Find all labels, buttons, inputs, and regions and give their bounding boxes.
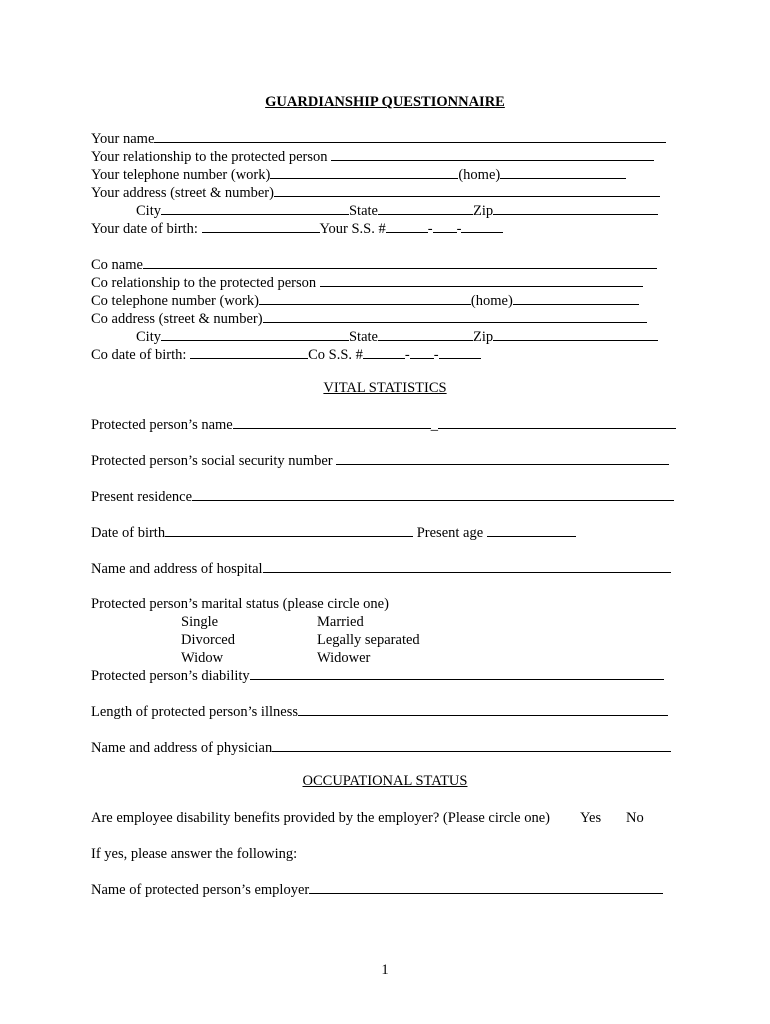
co-ss-part3[interactable]	[439, 346, 481, 359]
occupational-status-heading: OCCUPATIONAL STATUS	[302, 773, 468, 789]
protected-ssn-field[interactable]	[336, 452, 669, 465]
co-name-row	[91, 256, 657, 274]
your-city-label: City	[136, 203, 161, 219]
co-state-label: State	[348, 329, 378, 345]
your-ss-part1[interactable]	[386, 220, 428, 233]
protected-dob-row	[91, 524, 576, 542]
ss-separator: -	[427, 221, 433, 237]
your-ss-label: Your S.S. #	[319, 221, 386, 237]
your-city-field[interactable]	[161, 202, 349, 215]
residence-row	[91, 488, 674, 506]
co-city-label: City	[136, 329, 161, 345]
co-relationship-row	[91, 274, 643, 292]
employer-label: Name of protected person’s employer	[91, 882, 310, 898]
your-relationship-row	[91, 148, 654, 166]
co-ss-part2[interactable]	[410, 346, 434, 359]
co-relationship-label: Co relationship to the protected person	[91, 275, 317, 291]
your-zip-label: Zip	[472, 203, 494, 219]
present-age-label: Present age	[416, 525, 484, 541]
your-state-label: State	[348, 203, 378, 219]
co-dob-field[interactable]	[190, 346, 308, 359]
hospital-field[interactable]	[263, 560, 671, 573]
marital-option-widow[interactable]: Widow	[181, 650, 224, 666]
marital-option-legally-separated[interactable]: Legally separated	[317, 632, 420, 648]
your-zip-field[interactable]	[493, 202, 658, 215]
your-phone-row	[91, 166, 626, 184]
co-address-row	[91, 310, 647, 328]
your-phone-work-field[interactable]	[270, 166, 458, 179]
co-city-field[interactable]	[161, 328, 349, 341]
your-dob-field[interactable]	[202, 220, 320, 233]
hospital-label: Name and address of hospital	[91, 561, 263, 577]
benefits-yes-option[interactable]: Yes	[580, 810, 602, 826]
ss-separator: -	[433, 347, 439, 363]
employer-field[interactable]	[309, 881, 663, 894]
ss-separator: -	[456, 221, 462, 237]
co-phone-home-label: (home)	[470, 293, 513, 309]
your-address-field[interactable]	[274, 184, 660, 197]
illness-row	[91, 703, 668, 721]
marital-option-single[interactable]: Single	[181, 614, 219, 630]
employer-row	[91, 881, 663, 899]
ss-separator: -	[404, 347, 410, 363]
protected-ssn-row	[91, 452, 669, 470]
disability-row	[91, 667, 664, 685]
marital-option-widower[interactable]: Widower	[317, 650, 371, 666]
protected-name-mark: _	[430, 417, 438, 433]
marital-option-divorced[interactable]: Divorced	[181, 632, 235, 648]
co-phone-row	[91, 292, 639, 310]
co-phone-work-field[interactable]	[259, 292, 471, 305]
disability-label: Protected person’s diability	[91, 668, 250, 684]
your-relationship-label: Your relationship to the protected person	[91, 149, 328, 165]
protected-dob-field[interactable]	[165, 524, 413, 537]
co-ss-part1[interactable]	[363, 346, 405, 359]
co-dob-label: Co date of birth:	[91, 347, 187, 363]
co-zip-label: Zip	[472, 329, 494, 345]
protected-name-label: Protected person’s name	[91, 417, 233, 433]
co-name-field[interactable]	[143, 256, 657, 269]
your-address-label: Your address (street & number)	[91, 185, 274, 201]
physician-label: Name and address of physician	[91, 740, 273, 756]
your-state-field[interactable]	[378, 202, 473, 215]
page-number: 1	[381, 962, 389, 978]
co-address-field[interactable]	[263, 310, 647, 323]
co-zip-field[interactable]	[493, 328, 658, 341]
protected-name-row	[91, 416, 676, 434]
co-ss-label: Co S.S. #	[308, 347, 363, 363]
vital-statistics-heading: VITAL STATISTICS	[323, 380, 447, 396]
co-phone-home-field[interactable]	[513, 292, 639, 305]
your-city-row	[136, 202, 658, 220]
illness-label: Length of protected person’s illness	[91, 704, 298, 720]
your-address-row	[91, 184, 660, 202]
physician-field[interactable]	[272, 739, 671, 752]
disability-field[interactable]	[250, 667, 664, 680]
co-address-label: Co address (street & number)	[91, 311, 263, 327]
protected-name-field-2[interactable]	[438, 416, 676, 429]
present-age-field[interactable]	[487, 524, 576, 537]
your-dob-label: Your date of birth:	[91, 221, 198, 237]
if-yes-instruction: If yes, please answer the following:	[91, 846, 298, 862]
your-ss-part2[interactable]	[433, 220, 457, 233]
residence-label: Present residence	[91, 489, 193, 505]
co-state-field[interactable]	[378, 328, 473, 341]
protected-dob-label: Date of birth	[91, 525, 166, 541]
marital-option-married[interactable]: Married	[317, 614, 364, 630]
protected-name-field[interactable]	[233, 416, 431, 429]
illness-field[interactable]	[298, 703, 668, 716]
marital-status-label: Protected person’s marital status (please circle one)	[91, 596, 389, 612]
co-dob-row	[91, 346, 481, 364]
your-phone-work-label: Your telephone number (work)	[91, 167, 271, 183]
your-name-row	[91, 130, 666, 148]
your-phone-home-field[interactable]	[500, 166, 626, 179]
benefits-row	[91, 809, 550, 827]
co-relationship-field[interactable]	[320, 274, 643, 287]
your-dob-row	[91, 220, 503, 238]
co-name-label: Co name	[91, 257, 143, 273]
your-relationship-field[interactable]	[331, 148, 654, 161]
co-phone-work-label: Co telephone number (work)	[91, 293, 259, 309]
protected-ssn-label: Protected person’s social security number	[91, 453, 333, 469]
residence-field[interactable]	[192, 488, 674, 501]
benefits-question: Are employee disability benefits provided by the employer? (Please circle one)	[91, 810, 551, 826]
hospital-row	[91, 560, 671, 578]
your-name-field[interactable]	[154, 130, 666, 143]
co-city-row	[136, 328, 658, 346]
physician-row	[91, 739, 671, 757]
page-title: GUARDIANSHIP QUESTIONNAIRE	[265, 94, 505, 110]
benefits-no-option[interactable]: No	[626, 810, 644, 826]
your-ss-part3[interactable]	[461, 220, 503, 233]
your-name-label: Your name	[91, 131, 155, 147]
your-phone-home-label: (home)	[458, 167, 501, 183]
